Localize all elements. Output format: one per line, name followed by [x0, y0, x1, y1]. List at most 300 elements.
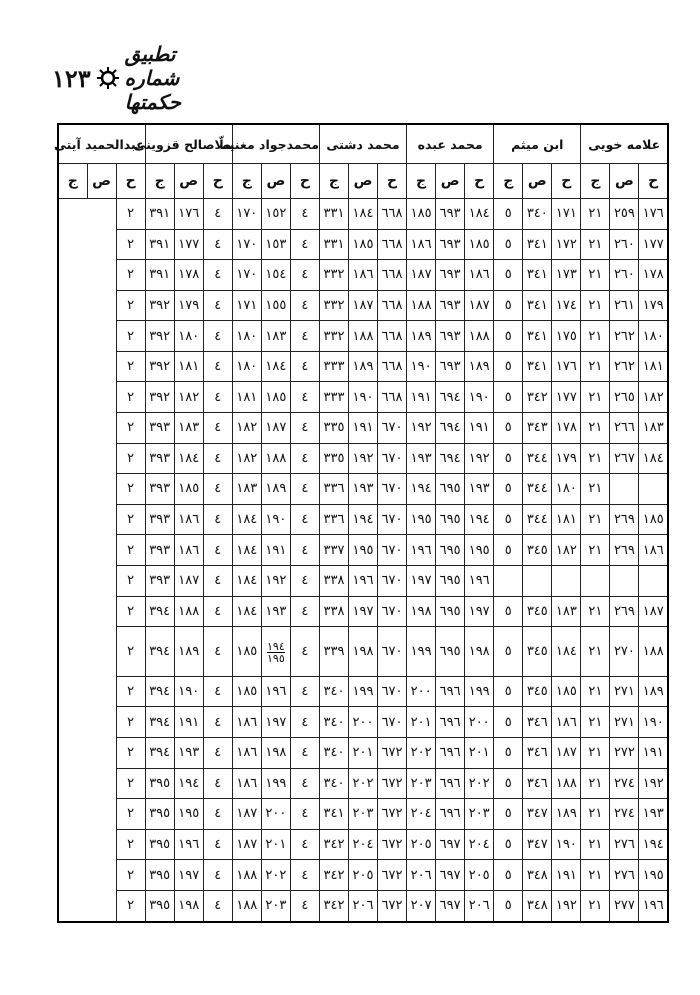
- table-cell: ٦٧٠: [378, 627, 407, 677]
- table-cell: ٢٦١: [610, 290, 639, 321]
- table-cell: ٣٣٨: [319, 596, 348, 627]
- table-cell: ٤: [203, 829, 232, 860]
- table-cell: ٣٣٢: [319, 321, 348, 352]
- table-cell: ٤: [203, 707, 232, 738]
- table-cell: ٤: [203, 474, 232, 505]
- table-cell: ١٨٩: [261, 474, 290, 505]
- table-cell: ١٨٣: [174, 413, 203, 444]
- table-cell: ٤: [290, 351, 319, 382]
- table-cell: ١٨٩: [174, 627, 203, 677]
- table-cell: ٣٩٤: [145, 596, 174, 627]
- table-row: [58, 229, 668, 260]
- subheader: ص: [87, 164, 116, 199]
- table-cell: ٣٣٢: [319, 290, 348, 321]
- table-cell: ٦٧٢: [378, 768, 407, 799]
- table-cell: ٢: [116, 413, 145, 444]
- subheader: ج: [232, 164, 261, 199]
- table-cell: ٢٠١: [348, 737, 377, 768]
- table-row: [58, 535, 668, 566]
- table-cell: ٢: [116, 768, 145, 799]
- table-cell: ٢٠٦: [407, 860, 436, 891]
- table-cell: ٢٦٠: [610, 260, 639, 291]
- table-cell: ١٨٦: [552, 707, 581, 738]
- table-cell: ٤: [203, 768, 232, 799]
- table-cell: ١٧٦: [552, 351, 581, 382]
- table-cell: ٢١: [581, 676, 610, 707]
- table-cell: ٥: [494, 799, 523, 830]
- table-cell: ٣٣٣: [319, 351, 348, 382]
- table-cell: ١٩٤: [465, 504, 494, 535]
- group-header: محمدجواد مغنيه: [232, 124, 319, 164]
- table-cell: ٣٣٣: [319, 382, 348, 413]
- table-cell: ٢٦٩: [610, 504, 639, 535]
- table-cell: ٤: [203, 565, 232, 596]
- table-cell: ٦٦٨: [378, 382, 407, 413]
- table-cell: ١٩٧: [261, 707, 290, 738]
- table-cell: ٣٣١: [319, 199, 348, 230]
- table-cell: ٤: [203, 737, 232, 768]
- table-cell: ٣٤٥: [523, 676, 552, 707]
- table-cell: ٣٣١: [319, 229, 348, 260]
- table-cell: ٦٦٨: [378, 321, 407, 352]
- table-cell: ٣٣٧: [319, 535, 348, 566]
- table-row: [58, 565, 668, 596]
- table-cell: ١٩٥: [174, 799, 203, 830]
- table-cell: ٢١: [581, 829, 610, 860]
- table-cell: [261, 627, 290, 677]
- table-cell: ٢: [116, 474, 145, 505]
- table-cell: ٦٩٥: [436, 474, 465, 505]
- group-header: محمد عبده: [407, 124, 494, 164]
- table-cell: ٤: [203, 260, 232, 291]
- table-cell: ٢٠٦: [465, 890, 494, 922]
- subheader: ح: [116, 164, 145, 199]
- table-cell: ١٩٣: [348, 474, 377, 505]
- table-cell: ٣٩٥: [145, 860, 174, 891]
- table-cell: ١٨٦: [232, 737, 261, 768]
- table-cell: ١٨٦: [639, 535, 668, 566]
- table-cell: ١٧٠: [232, 199, 261, 230]
- table-cell: ٣٩٣: [145, 413, 174, 444]
- table-cell: ٢١: [581, 351, 610, 382]
- table-cell: ٣٤٠: [319, 707, 348, 738]
- table-cell: ٦٩٦: [436, 676, 465, 707]
- table-cell: ٣٣٦: [319, 504, 348, 535]
- table-cell: ٦٦٨: [378, 260, 407, 291]
- table-cell: ١٨٣: [232, 474, 261, 505]
- table-cell: ٣٤٦: [523, 707, 552, 738]
- table-cell: ١٨٦: [174, 535, 203, 566]
- table-cell: ٢١: [581, 229, 610, 260]
- table-cell: ٤: [290, 627, 319, 677]
- table-cell: ٢٦٩: [610, 596, 639, 627]
- fraction-value: $\frac{١٩٤}{١٩٥}$: [267, 639, 285, 665]
- table-cell: ٣٤٢: [319, 829, 348, 860]
- table-cell: ٤: [203, 627, 232, 677]
- table-cell: ٢٦٦: [610, 413, 639, 444]
- table-cell: ٢: [116, 535, 145, 566]
- table-cell: ٥: [494, 627, 523, 677]
- table-cell: ١٩٩: [348, 676, 377, 707]
- table-cell: ٢٠٣: [407, 768, 436, 799]
- table-cell: ٣٤١: [523, 321, 552, 352]
- table-cell: ٣٩٥: [145, 799, 174, 830]
- table-cell: ٢٠١: [407, 707, 436, 738]
- table-cell: ١٩١: [174, 707, 203, 738]
- table-cell: ١٩٠: [639, 707, 668, 738]
- table-cell: [610, 565, 639, 596]
- table-cell: ١٨٩: [407, 321, 436, 352]
- table-cell: ٢١: [581, 290, 610, 321]
- table-cell: ٣٤٦: [523, 768, 552, 799]
- table-cell: ٥: [494, 504, 523, 535]
- table-cell: ٢٠٠: [261, 799, 290, 830]
- table-cell: ١٩١: [261, 535, 290, 566]
- table-cell: ١٩٧: [174, 860, 203, 891]
- table-cell: ١٨٥: [232, 676, 261, 707]
- table-cell: ٣٩٤: [145, 627, 174, 677]
- table-cell: ١٩٩: [261, 768, 290, 799]
- table-cell: ٣٩٣: [145, 535, 174, 566]
- table-cell: ١٩٢: [465, 443, 494, 474]
- table-cell: ١٩٩: [407, 627, 436, 677]
- table-cell: ٢: [116, 229, 145, 260]
- table-cell: ١٨٤: [174, 443, 203, 474]
- table-cell: ٥: [494, 413, 523, 444]
- table-cell: ٦٩٣: [436, 351, 465, 382]
- subheader: ج: [494, 164, 523, 199]
- table-cell: ٦٧٠: [378, 474, 407, 505]
- table-cell: ٣٤٠: [523, 199, 552, 230]
- table-cell: ٣٣٨: [319, 565, 348, 596]
- table-cell: ٢٧٧: [610, 890, 639, 922]
- table-cell: ٦٩٥: [436, 627, 465, 677]
- table-cell: ١٨٢: [639, 382, 668, 413]
- table-cell: ١٨٩: [465, 351, 494, 382]
- table-cell: ٢١: [581, 413, 610, 444]
- table-row: [58, 676, 668, 707]
- table-cell: ٢٠٥: [465, 860, 494, 891]
- table-cell: ٦٩٥: [436, 504, 465, 535]
- table-cell: ٢٠٤: [348, 829, 377, 860]
- table-cell: ١٩٥: [348, 535, 377, 566]
- table-cell: ٢٠٣: [465, 799, 494, 830]
- table-cell: ٤: [290, 504, 319, 535]
- subheader: ج: [581, 164, 610, 199]
- table-row: [58, 596, 668, 627]
- table-cell: ٤: [203, 413, 232, 444]
- table-cell: ١٩٤: [348, 504, 377, 535]
- table-cell: ٢٠٢: [261, 860, 290, 891]
- table-cell: ٢٠٢: [348, 768, 377, 799]
- table-cell: ٢١: [581, 443, 610, 474]
- table-cell: ١٨٠: [232, 321, 261, 352]
- group-header: ملّاصالح قزوينى: [145, 124, 232, 164]
- table-row: [58, 627, 668, 677]
- table-cell: ١٨٦: [348, 260, 377, 291]
- table-cell: ٢٠١: [261, 829, 290, 860]
- table-cell: [494, 565, 523, 596]
- table-cell: ٥: [494, 260, 523, 291]
- table-cell: ٥: [494, 707, 523, 738]
- table-cell: ١٨٧: [232, 799, 261, 830]
- table-cell: ٤: [203, 890, 232, 922]
- table-cell: ١٨٣: [639, 413, 668, 444]
- subheader: ح: [378, 164, 407, 199]
- table-cell: ٣٩٣: [145, 474, 174, 505]
- table-row: [58, 443, 668, 474]
- table-cell: ٤: [203, 535, 232, 566]
- table-cell: ٢١: [581, 504, 610, 535]
- table-cell: ٥: [494, 676, 523, 707]
- table-cell: ٣٤٧: [523, 829, 552, 860]
- table-cell: ١٩٧: [348, 596, 377, 627]
- table-cell: ٣٩٥: [145, 890, 174, 922]
- table-cell: ١٨٥: [348, 229, 377, 260]
- table-row: [58, 890, 668, 922]
- table-row: [58, 799, 668, 830]
- table-cell: ٢٦٧: [610, 443, 639, 474]
- subheader: ص: [436, 164, 465, 199]
- table-cell: ٦٧٢: [378, 799, 407, 830]
- table-cell: ٤: [290, 382, 319, 413]
- table-cell: ٣٤١: [523, 229, 552, 260]
- table-cell: ٢: [116, 290, 145, 321]
- table-cell: ٤: [203, 321, 232, 352]
- table-cell: ٢: [116, 829, 145, 860]
- subheader: ص: [174, 164, 203, 199]
- table-cell: [639, 474, 668, 505]
- table-cell: ١٩٢: [348, 443, 377, 474]
- table-cell: ٣٩٢: [145, 290, 174, 321]
- table-cell: ٣٩٤: [145, 707, 174, 738]
- table-cell: ٦٧٠: [378, 535, 407, 566]
- table-cell: ٢٧٠: [610, 627, 639, 677]
- table-cell: ٣٩٥: [145, 768, 174, 799]
- table-cell: ٣٩٢: [145, 382, 174, 413]
- table-cell: ٤: [290, 413, 319, 444]
- table-cell: ١٨٠: [552, 474, 581, 505]
- table-row: [58, 474, 668, 505]
- table-cell: ٢: [116, 676, 145, 707]
- table-cell: ٦٩٤: [436, 413, 465, 444]
- table-cell: ١٩٨: [261, 737, 290, 768]
- table-cell: ٣٤٨: [523, 890, 552, 922]
- table-cell: ٣٣٥: [319, 413, 348, 444]
- table-cell: ٣٩٢: [145, 321, 174, 352]
- table-cell: ١٧٦: [174, 199, 203, 230]
- table-cell: [639, 565, 668, 596]
- table-cell: ٦٩٥: [436, 535, 465, 566]
- table-cell: ١٩٣: [174, 737, 203, 768]
- table-cell: ٢٠٣: [261, 890, 290, 922]
- table-cell: ١٩٠: [407, 351, 436, 382]
- table-row: [58, 737, 668, 768]
- subheader: ص: [348, 164, 377, 199]
- table-cell: ١٩٦: [639, 890, 668, 922]
- table-cell: ٥: [494, 290, 523, 321]
- table-cell: ٣٩١: [145, 199, 174, 230]
- table-cell: ٢: [116, 351, 145, 382]
- table-cell: ٣٩٥: [145, 829, 174, 860]
- table-cell: ٢٠٢: [465, 768, 494, 799]
- table-cell: ١٧٧: [174, 229, 203, 260]
- table-cell: ٢: [116, 443, 145, 474]
- table-cell: ٦٩٥: [436, 596, 465, 627]
- table-cell: ١٧٨: [639, 260, 668, 291]
- table-cell: ٦٧٠: [378, 676, 407, 707]
- table-cell: ٢: [116, 860, 145, 891]
- table-cell: ١٨٨: [465, 321, 494, 352]
- table-cell: ١٨٤: [348, 199, 377, 230]
- table-cell: ٤: [203, 676, 232, 707]
- table-row: [58, 382, 668, 413]
- table-cell: ٣٤٥: [523, 596, 552, 627]
- table-cell: ٦٩٥: [436, 565, 465, 596]
- table-cell: ١٨٠: [639, 321, 668, 352]
- table-cell: ١٨٧: [174, 565, 203, 596]
- table-cell: ١٨٢: [232, 413, 261, 444]
- table-cell: ١٩٨: [407, 596, 436, 627]
- table-cell: ٤: [203, 382, 232, 413]
- table-cell: ٢٦٠: [610, 229, 639, 260]
- table-cell: ١٩٢: [407, 413, 436, 444]
- table-cell: ٤: [290, 474, 319, 505]
- table-cell: ٦٧٠: [378, 596, 407, 627]
- table-cell: ٦٩٤: [436, 443, 465, 474]
- table-cell: ١٥٤: [261, 260, 290, 291]
- table-cell: ٣٤٤: [523, 443, 552, 474]
- subheader: ح: [290, 164, 319, 199]
- table-cell: ٦٩٣: [436, 199, 465, 230]
- table-cell: ١٧٩: [174, 290, 203, 321]
- subheader: ج: [319, 164, 348, 199]
- table-cell: ١٨١: [232, 382, 261, 413]
- table-cell: ١٩١: [465, 413, 494, 444]
- table-cell: ٦٧٢: [378, 829, 407, 860]
- table-cell: ١٥٥: [261, 290, 290, 321]
- subheader: ج: [407, 164, 436, 199]
- table-cell: ٢١: [581, 627, 610, 677]
- table-cell: ٦٧٢: [378, 860, 407, 891]
- table-cell: ٣٤١: [523, 260, 552, 291]
- table-cell: ٦٦٨: [378, 351, 407, 382]
- table-cell: ١٩٨: [465, 627, 494, 677]
- table-cell: ٤: [290, 596, 319, 627]
- table-cell: ٦٦٨: [378, 290, 407, 321]
- table-cell: ٣٤٠: [319, 768, 348, 799]
- table-cell: ٦٧٢: [378, 890, 407, 922]
- table-cell: ١٧٩: [552, 443, 581, 474]
- table-cell: ٣٩٣: [145, 504, 174, 535]
- table-cell: ١٨١: [174, 351, 203, 382]
- table-cell: ٥: [494, 535, 523, 566]
- table-cell: ٣٤٥: [523, 535, 552, 566]
- table-cell: ٢٠٤: [407, 799, 436, 830]
- table-cell: ١٨٥: [407, 199, 436, 230]
- table-cell: ٤: [203, 596, 232, 627]
- table-cell: ١٨٩: [639, 676, 668, 707]
- table-cell: ٢٠٧: [407, 890, 436, 922]
- table-cell: ٤: [290, 799, 319, 830]
- subheader: ح: [639, 164, 668, 199]
- table-cell: [523, 565, 552, 596]
- table-cell: ٣٣٥: [319, 443, 348, 474]
- table-cell: ٣٤٤: [523, 474, 552, 505]
- table-cell: ١٧٩: [639, 290, 668, 321]
- table-cell: ١٨٨: [552, 768, 581, 799]
- table-cell: ١٩٦: [261, 676, 290, 707]
- table-cell: ٢٦٥: [610, 382, 639, 413]
- table-cell: [552, 565, 581, 596]
- table-cell: ٦٩٦: [436, 707, 465, 738]
- table-cell: ٤: [290, 535, 319, 566]
- table-cell: ٢٠٥: [348, 860, 377, 891]
- table-cell: ٢٧١: [610, 707, 639, 738]
- table-cell: ١٨٦: [232, 707, 261, 738]
- table-cell: ٤: [290, 565, 319, 596]
- table-row: [58, 860, 668, 891]
- table-cell: ٤: [290, 290, 319, 321]
- table-cell: ١٩٣: [407, 443, 436, 474]
- table-cell: ١٨٦: [174, 504, 203, 535]
- table-cell: ١٨٢: [552, 535, 581, 566]
- table-body: [58, 199, 668, 923]
- table-cell: ٥: [494, 229, 523, 260]
- table-cell: ١٩٢: [261, 565, 290, 596]
- table-cell: ١٧٤: [552, 290, 581, 321]
- table-cell: ٢٧٦: [610, 829, 639, 860]
- table-cell: ٢١: [581, 707, 610, 738]
- table-cell: ٣٣٦: [319, 474, 348, 505]
- table-cell: ٣٩٤: [145, 737, 174, 768]
- table-cell: ١٨٦: [465, 260, 494, 291]
- table-cell: ١٧٧: [639, 229, 668, 260]
- table-cell: ١٨٤: [232, 504, 261, 535]
- table-cell: ١٧٨: [552, 413, 581, 444]
- table-cell: ٢١: [581, 260, 610, 291]
- table-cell: ١٩٦: [174, 829, 203, 860]
- table-cell: ٢٧١: [610, 676, 639, 707]
- table-cell: ١٩٧: [407, 565, 436, 596]
- table-cell: ٢: [116, 260, 145, 291]
- table-cell: ٤: [290, 260, 319, 291]
- group-header: عبدالحميد آيتى: [58, 124, 145, 164]
- table-cell: ٢٠٥: [407, 829, 436, 860]
- table-cell: ٤: [203, 860, 232, 891]
- table-cell: ٢: [116, 565, 145, 596]
- table-cell: ٦٩٣: [436, 290, 465, 321]
- table-cell: ٣٤٨: [523, 860, 552, 891]
- table-cell: ١٨٨: [261, 443, 290, 474]
- table-cell: ١٨٧: [261, 413, 290, 444]
- table-cell: ٢١: [581, 890, 610, 922]
- table-cell: ١٧٥: [552, 321, 581, 352]
- table-cell: ١٩٤: [639, 829, 668, 860]
- page-header: [52, 42, 202, 114]
- table-cell: ٣٤٢: [523, 382, 552, 413]
- table-cell: ٤: [290, 199, 319, 230]
- table-cell: ١٧٨: [174, 260, 203, 291]
- table-cell: ١٨٥: [552, 676, 581, 707]
- table-cell: ١٨٨: [639, 627, 668, 677]
- table-cell: ٢١: [581, 382, 610, 413]
- table-cell: ١٨٨: [407, 290, 436, 321]
- table-cell: ٣٤٠: [319, 676, 348, 707]
- table-cell: ٣٤٠: [319, 737, 348, 768]
- table-cell: ١٩٥: [407, 504, 436, 535]
- table-cell: ١٨٨: [348, 321, 377, 352]
